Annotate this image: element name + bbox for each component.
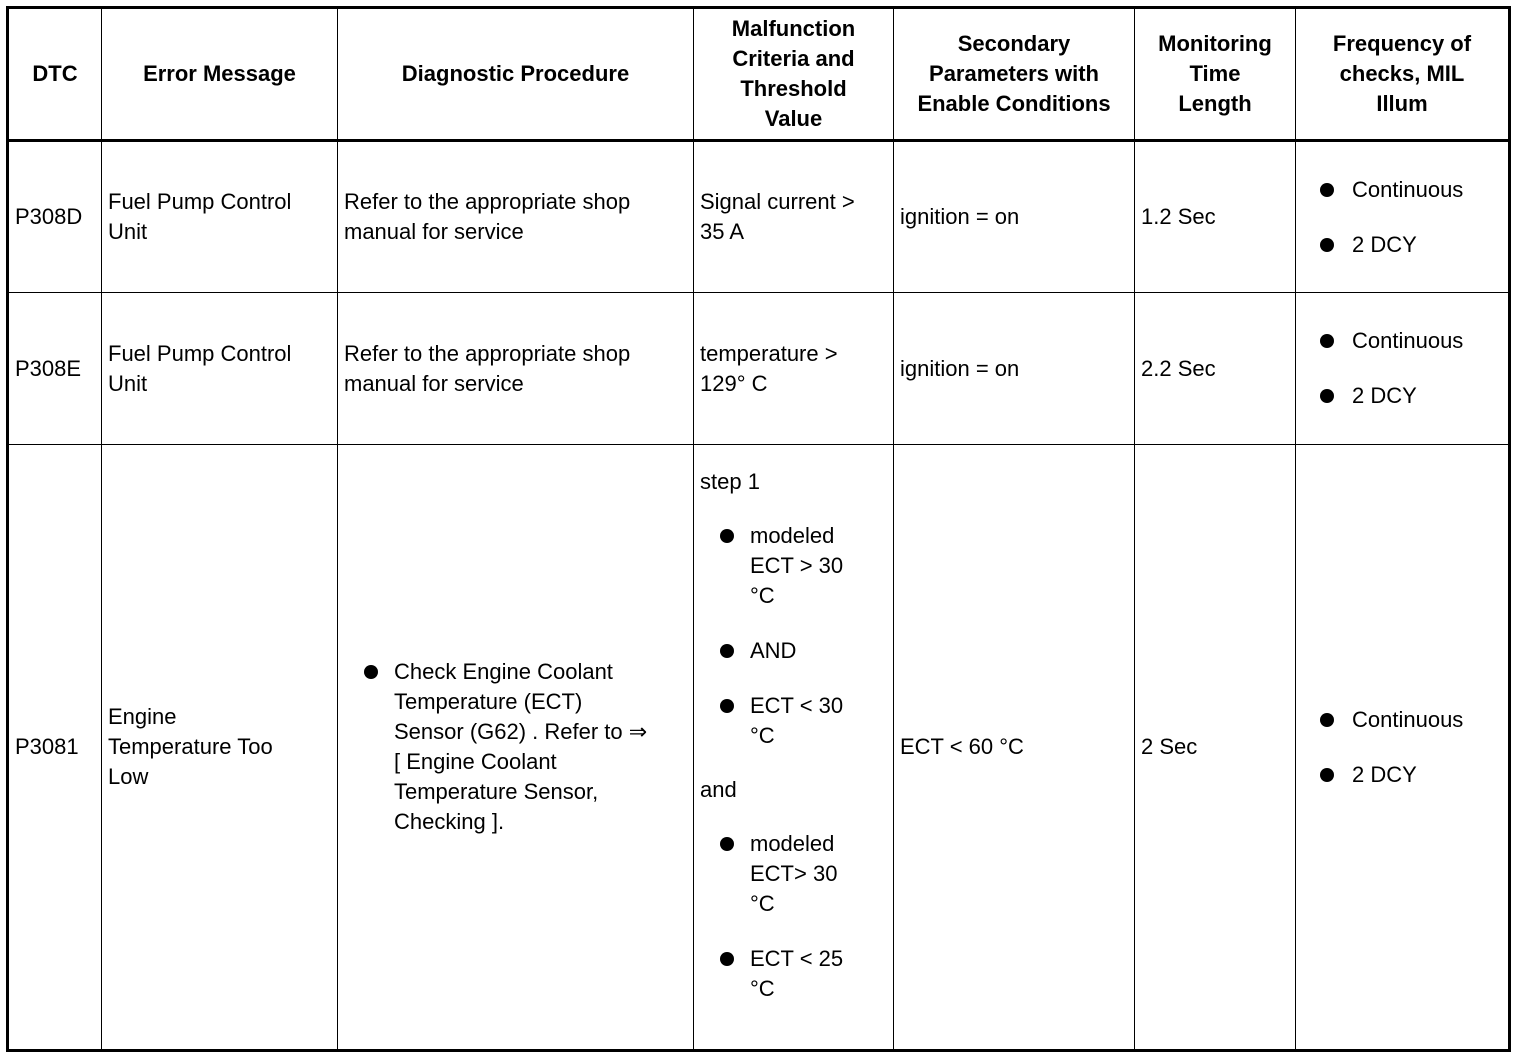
bullet-icon	[1320, 238, 1334, 252]
joiner-label: and	[700, 776, 737, 802]
text-line: °C	[750, 722, 775, 748]
item-text: 2 DCY	[1352, 231, 1417, 257]
secondary-parameters: ECT < 60 °C	[894, 445, 1135, 1051]
text-line: manual for service	[344, 219, 524, 244]
header-line: Frequency of	[1332, 31, 1472, 56]
bullet-icon	[720, 644, 734, 658]
frequency-cell	[1296, 293, 1510, 445]
text-line: Refer to the appropriate shop	[344, 340, 631, 366]
item-text: Continuous	[1352, 176, 1464, 202]
dtc-table	[6, 6, 1511, 1052]
header-line: Criteria and	[732, 46, 855, 71]
dtc-code: P3081	[8, 445, 102, 1051]
header-line: Illum	[1376, 91, 1428, 116]
text-line: Temperature Too	[108, 734, 273, 759]
text-line: Fuel Pump Control	[108, 189, 292, 214]
list-item	[1302, 175, 1502, 205]
text-line: Refer to the appropriate shop	[344, 189, 631, 214]
header-malfunction-criteria	[694, 8, 894, 141]
text-line: Sensor (G62) . Refer to ⇒	[394, 719, 648, 744]
diagnostic-procedure	[338, 293, 694, 445]
text-line: modeled	[750, 522, 835, 548]
error-message	[102, 141, 338, 293]
header-line: Secondary	[957, 31, 1071, 56]
frequency-list	[1302, 175, 1502, 260]
diagnostic-procedure	[338, 445, 694, 1051]
bullet-icon	[1320, 183, 1334, 197]
header-line: Monitoring	[1158, 31, 1272, 56]
monitoring-time: 2 Sec	[1135, 445, 1296, 1051]
dtc-code: P308D	[8, 141, 102, 293]
text-line: Check Engine Coolant	[394, 659, 613, 684]
header-line: Length	[1178, 91, 1252, 116]
list-item	[700, 691, 887, 751]
text-line: Temperature Sensor,	[394, 779, 599, 804]
bullet-icon	[720, 837, 734, 851]
item-text: 2 DCY	[1352, 383, 1417, 408]
text-line: ECT < 25	[750, 945, 844, 971]
header-secondary-parameters	[894, 8, 1135, 141]
text-line: [ Engine Coolant	[394, 749, 557, 774]
list-item	[1302, 230, 1502, 260]
header-frequency	[1296, 8, 1510, 141]
item-text: Continuous	[1352, 328, 1464, 353]
malfunction-criteria	[694, 445, 894, 1051]
text-line: Unit	[108, 370, 148, 396]
frequency-list	[1302, 326, 1502, 411]
bullet-icon	[1320, 389, 1334, 403]
text-line: °C	[750, 890, 775, 916]
header-line: Enable Conditions	[917, 91, 1111, 116]
frequency-list	[1302, 705, 1502, 790]
list-item	[700, 636, 887, 666]
table-row	[8, 141, 1510, 293]
frequency-cell	[1296, 141, 1510, 293]
text-line: 35 A	[700, 219, 745, 244]
malfunction-criteria	[694, 141, 894, 293]
item-text: 2 DCY	[1352, 761, 1417, 787]
text-line: °C	[750, 582, 775, 608]
header-line: Parameters with	[929, 61, 1099, 86]
header-dtc: DTC	[8, 8, 102, 141]
text-line: ECT > 30	[750, 552, 844, 578]
criteria-list	[700, 829, 887, 1004]
header-line: Time	[1189, 61, 1241, 86]
text-line: Unit	[108, 219, 148, 244]
step-label: step 1	[700, 468, 760, 494]
text-line: Signal current >	[700, 189, 855, 214]
text-line: temperature >	[700, 340, 838, 366]
text-line: Fuel Pump Control	[108, 340, 292, 366]
text-line: Temperature (ECT)	[394, 689, 583, 714]
header-error-message: Error Message	[102, 8, 338, 141]
bullet-icon	[1320, 334, 1334, 348]
list-item	[700, 944, 887, 1004]
diagnostic-list	[344, 657, 687, 837]
secondary-parameters: ignition = on	[894, 141, 1135, 293]
header-line: checks, MIL	[1339, 61, 1465, 86]
monitoring-time: 2.2 Sec	[1135, 293, 1296, 445]
error-message	[102, 293, 338, 445]
diagnostic-procedure	[338, 141, 694, 293]
bullet-icon	[1320, 713, 1334, 727]
text-line: ECT < 30	[750, 692, 844, 718]
bullet-icon	[720, 699, 734, 713]
header-row	[8, 8, 1510, 141]
error-message	[102, 445, 338, 1051]
text-line: AND	[750, 637, 797, 663]
text-line: 129° C	[700, 370, 768, 396]
secondary-parameters: ignition = on	[894, 293, 1135, 445]
list-item	[700, 829, 887, 919]
header-monitoring-time	[1135, 8, 1296, 141]
item-text: Continuous	[1352, 706, 1464, 732]
frequency-cell	[1296, 445, 1510, 1051]
list-item	[1302, 760, 1502, 790]
criteria-list	[700, 521, 887, 751]
malfunction-criteria	[694, 293, 894, 445]
list-item	[700, 521, 887, 611]
bullet-icon	[1320, 768, 1334, 782]
text-line: manual for service	[344, 370, 524, 396]
text-line: Engine	[108, 704, 177, 729]
header-line: Value	[764, 106, 823, 131]
header-diagnostic-procedure: Diagnostic Procedure	[338, 8, 694, 141]
text-line: ECT> 30	[750, 860, 838, 886]
list-item	[1302, 705, 1502, 735]
bullet-icon	[720, 952, 734, 966]
header-line: Threshold	[740, 76, 847, 101]
list-item	[1302, 381, 1502, 411]
list-item	[344, 657, 687, 837]
text-line: modeled	[750, 830, 835, 856]
text-line: Low	[108, 764, 149, 789]
text-line: °C	[750, 975, 775, 1001]
dtc-code: P308E	[8, 293, 102, 445]
table-row	[8, 293, 1510, 445]
header-line: Malfunction	[731, 16, 856, 41]
list-item	[1302, 326, 1502, 356]
bullet-icon	[364, 665, 378, 679]
bullet-icon	[720, 529, 734, 543]
text-line: Checking ].	[394, 809, 505, 834]
table-row	[8, 445, 1510, 1051]
monitoring-time: 1.2 Sec	[1135, 141, 1296, 293]
